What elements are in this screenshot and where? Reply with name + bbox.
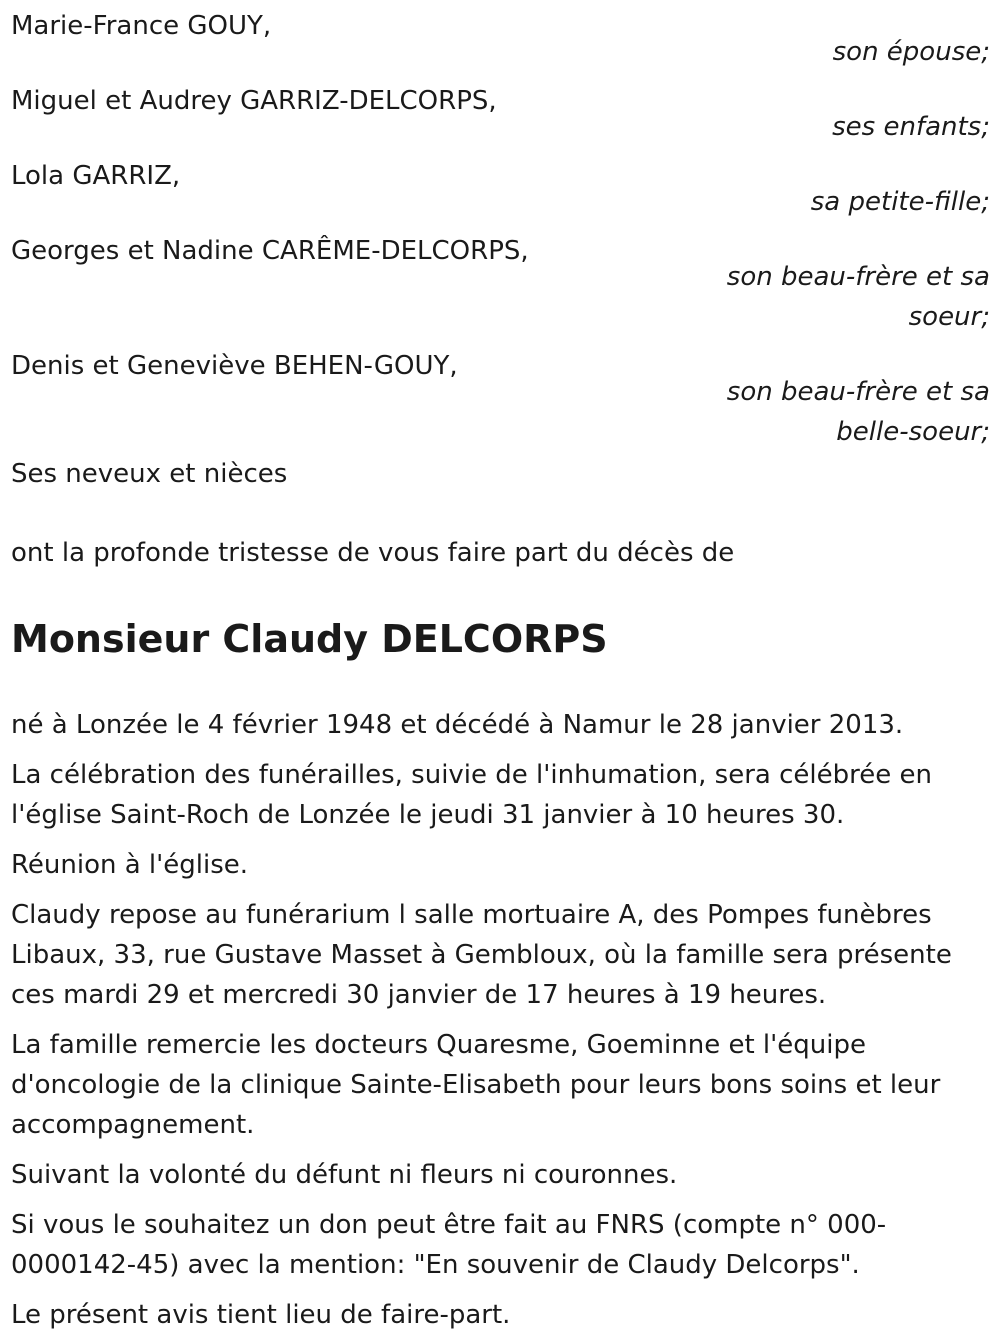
family-entry-sister: [11, 233, 990, 337]
family-name: Georges et Nadine CARÊME-DELCORPS,: [11, 236, 529, 266]
family-relation: son beau-frère et sa belle-soeur;: [726, 377, 990, 447]
funerarium-paragraph: Claudy repose au funérarium l salle mortuaire A, des Pompes funèbres Libaux, 33, rue Gustave Masset à Gembloux, où la famille sera présente ces mardi 29 et mercredi 30 janvier de 17 heures à 19 heures.: [11, 900, 952, 1010]
thanks-paragraph: La famille remercie les docteurs Quaresme, Goeminne et l'équipe d'oncologie de la clinique Sainte-Elisabeth pour leurs bons soins et leur accompagnement.: [11, 1030, 941, 1140]
birth-death-paragraph: né à Lonzée le 4 février 1948 et décédé à Namur le 28 janvier 2013.: [11, 710, 904, 740]
donation-paragraph: Si vous le souhaitez un don peut être fait au FNRS (compte n° 000-0000142-45) avec la mention: "En souvenir de Claudy Delcorps".: [11, 1210, 887, 1280]
nephews-line: Ses neveux et nièces: [11, 459, 288, 489]
family-entry-children: [11, 83, 990, 147]
notice-body: [11, 705, 990, 1335]
family-name: Lola GARRIZ,: [11, 161, 181, 191]
family-entry-granddaughter: [11, 158, 990, 222]
funeral-paragraph: La célébration des funérailles, suivie de l'inhumation, sera célébrée en l'église Saint-Roch de Lonzée le jeudi 31 janvier à 10 heures 30.: [11, 760, 932, 830]
intro-line: ont la profonde tristesse de vous faire part du décès de: [11, 538, 735, 568]
family-relation: son beau-frère et sa soeur;: [726, 262, 990, 332]
flowers-paragraph: Suivant la volonté du défunt ni fleurs ni couronnes.: [11, 1160, 678, 1190]
family-relation: ses enfants;: [832, 112, 990, 142]
family-list: [11, 8, 990, 494]
family-entry-sister-in-law: [11, 348, 990, 452]
family-name: Marie-France GOUY,: [11, 11, 272, 41]
deceased-name: Monsieur Claudy DELCORPS: [11, 617, 608, 661]
family-name: Denis et Geneviève BEHEN-GOUY,: [11, 351, 458, 381]
family-relation: sa petite-fille;: [810, 187, 990, 217]
meeting-paragraph: Réunion à l'église.: [11, 850, 249, 880]
closing-paragraph: Le présent avis tient lieu de faire-part.: [11, 1300, 511, 1330]
family-relation: son épouse;: [832, 37, 990, 67]
family-name: Miguel et Audrey GARRIZ-DELCORPS,: [11, 86, 497, 116]
family-entry-spouse: [11, 8, 990, 72]
